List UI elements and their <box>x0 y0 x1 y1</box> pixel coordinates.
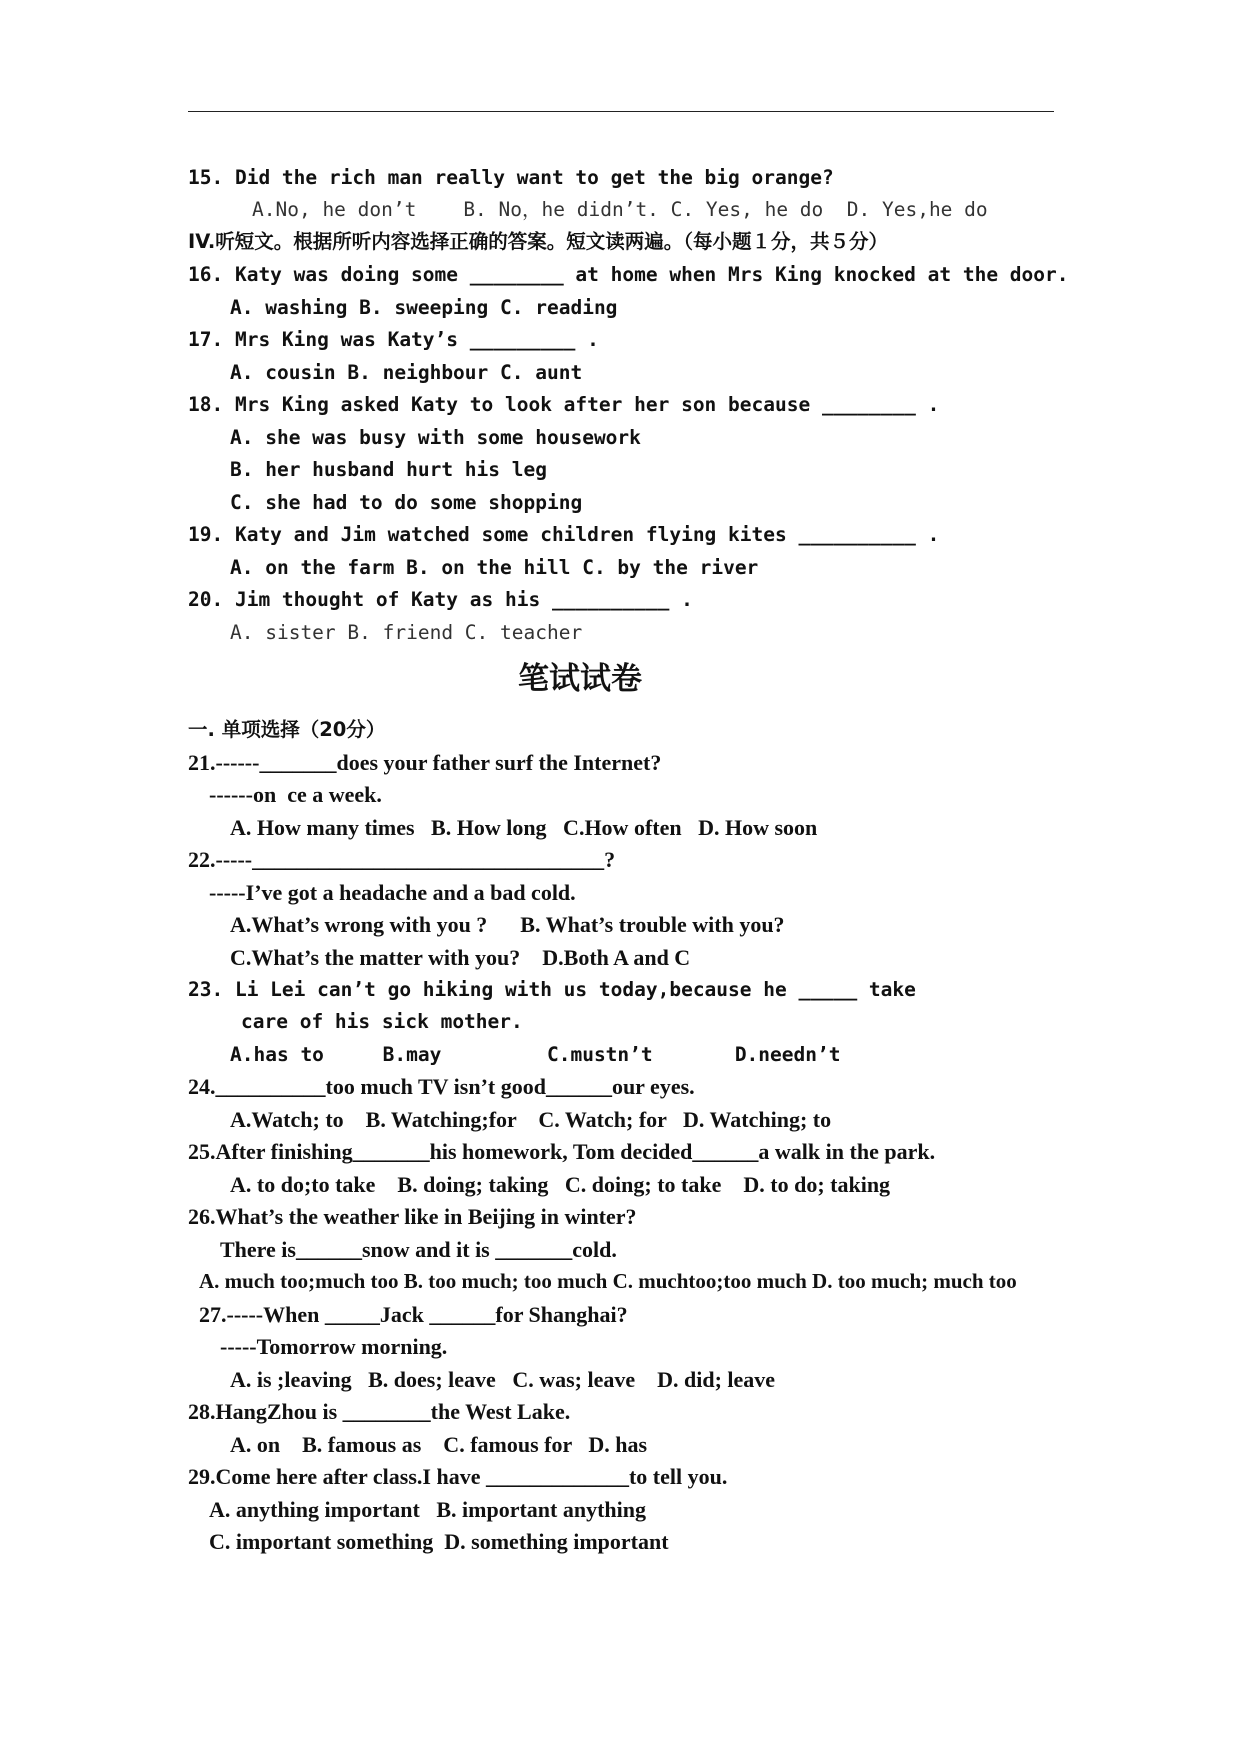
question-22-options-1: A.What’s wrong with you ? B. What’s trouble with you? <box>230 912 785 937</box>
question-20-options: A. sister B. friend C. teacher <box>230 621 583 644</box>
question-26: 26.What’s the weather like in Beijing in winter? <box>188 1204 637 1229</box>
question-19: 19. Katy and Jim watched some children flying kites __________ . <box>188 523 940 546</box>
question-23-continuation: care of his sick mother. <box>241 1010 523 1033</box>
question-19-options: A. on the farm B. on the hill C. by the river <box>230 556 759 579</box>
question-18-option-a: A. she was busy with some housework <box>230 426 641 449</box>
question-15: 15. Did the rich man really want to get the big orange? <box>188 166 834 189</box>
question-29: 29.Come here after class.I have _____________to tell you. <box>188 1464 728 1489</box>
question-18-option-c: C. she had to do some shopping <box>230 491 583 514</box>
question-29-options-1: A. anything important B. important anything <box>209 1497 647 1522</box>
question-21-options: A. How many times B. How long C.How often D. How soon <box>230 815 818 840</box>
written-exam-title: 笔试试卷 <box>518 661 642 697</box>
question-20: 20. Jim thought of Katy as his __________ . <box>188 588 693 611</box>
question-17: 17. Mrs King was Katy’s _________ . <box>188 328 599 351</box>
question-21: 21.------_______does your father surf the Internet? <box>188 750 662 775</box>
question-21-answer: ------on ce a week. <box>209 782 382 807</box>
question-29-options-2: C. important something D. something important <box>209 1529 669 1554</box>
question-16-options: A. washing B. sweeping C. reading <box>230 296 618 319</box>
question-18: 18. Mrs King asked Katy to look after her son because ________ . <box>188 393 940 416</box>
question-27-answer: -----Tomorrow morning. <box>220 1334 448 1359</box>
question-26-options: A. much too;much too B. too much; too much C. muchtoo;too much D. too much; much too <box>199 1269 1017 1293</box>
question-22-answer: -----I’ve got a headache and a bad cold. <box>209 880 576 905</box>
question-22: 22.-----________________________________? <box>188 847 616 872</box>
header-rule <box>188 111 1054 112</box>
question-28-options: A. on B. famous as C. famous for D. has <box>230 1432 648 1457</box>
question-27: 27.-----When _____Jack ______for Shanghai? <box>199 1302 628 1327</box>
question-23-options: A.has to B.may C.mustn’t D.needn’t <box>230 1043 841 1066</box>
section-4-heading: IV.听短文。根据所听内容选择正确的答案。短文读两遍。（每小题１分，共５分） <box>188 230 888 253</box>
question-27-options: A. is ;leaving B. does; leave C. was; leave D. did; leave <box>230 1367 776 1392</box>
question-28: 28.HangZhou is ________the West Lake. <box>188 1399 571 1424</box>
section-1-heading: 一. 单项选择（20分） <box>188 718 386 741</box>
question-15-options: A.No, he don’t B. No，he didn’t. C. Yes, he do D. Yes,he do <box>252 198 988 221</box>
question-22-options-2: C.What’s the matter with you? D.Both A and C <box>230 945 691 970</box>
question-18-option-b: B. her husband hurt his leg <box>230 458 547 481</box>
question-17-options: A. cousin B. neighbour C. aunt <box>230 361 583 384</box>
question-16: 16. Katy was doing some ________ at home when Mrs King knocked at the door. <box>188 263 1069 286</box>
question-24-options: A.Watch; to B. Watching;for C. Watch; for D. Watching; to <box>230 1107 832 1132</box>
question-24: 24.__________too much TV isn’t good______our eyes. <box>188 1074 695 1099</box>
question-25: 25.After finishing_______his homework, Tom decided______a walk in the park. <box>188 1139 936 1164</box>
question-26-answer: There is______snow and it is _______cold. <box>220 1237 617 1262</box>
question-23: 23. Li Lei can’t go hiking with us today,because he _____ take <box>188 978 916 1001</box>
question-25-options: A. to do;to take B. doing; taking C. doing; to take D. to do; taking <box>230 1172 891 1197</box>
